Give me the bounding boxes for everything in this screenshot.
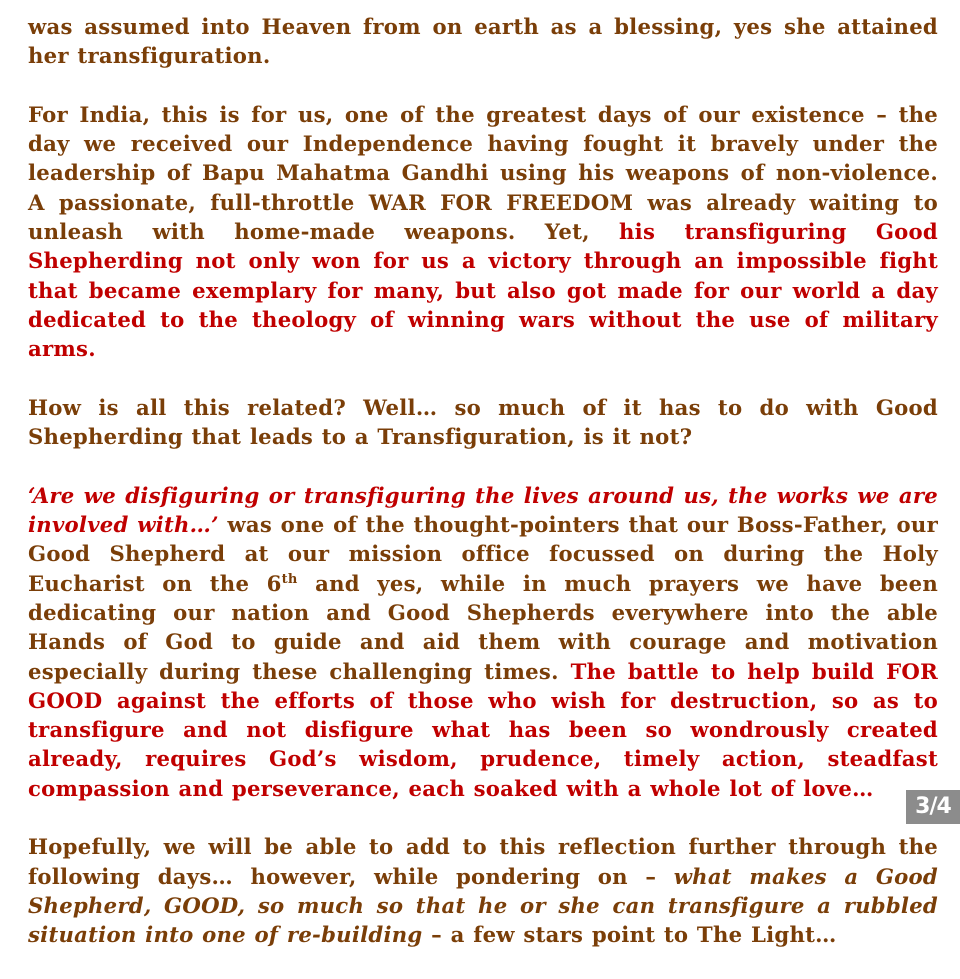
paragraph-2-highlight: his transfiguring Good Shepherding not only won for us a victory through an impossible fight that became exemplary for many, but also got made for our world a day dedicated to the theology of winning wars without the use of military arms. <box>28 219 938 362</box>
paragraph-4-quote: ‘Are we disfiguring or transfiguring the lives around us, the works we are involved with…’ <box>28 482 938 538</box>
paragraph-1 <box>28 12 938 71</box>
document-body <box>28 12 938 979</box>
paragraph-5 <box>28 832 938 949</box>
paragraph-4-highlight: The battle to help build FOR GOOD against the efforts of those who wish for destruction, so as to transfigure and not disfigure what has been so wondrously created already, requires God’s wisdom, prudence, timely action, steadfast compassion and perseverance, each soaked with a whole lot of love… <box>28 658 938 801</box>
paragraph-3 <box>28 393 938 452</box>
paragraph-2-text: For India, this is for us, one of the greatest days of our existence – the day we received our Independence having fought it bravely under the leadership of Bapu Mahatma Gandhi using his weapons of non-violence. A passionate, full-throttle WAR FOR FREEDOM was already waiting to unleash with home-made weapons. Yet, <box>28 101 938 245</box>
paragraph-5-text: Hopefully, we will be able to add to this reflection further through the following days… however, while pondering on – <box>28 834 938 889</box>
page-indicator-badge: 3/4 <box>906 790 960 824</box>
paragraph-4 <box>28 481 938 803</box>
paragraph-4-superscript: th <box>281 571 298 587</box>
paragraph-4-text-cont: and yes, while in much prayers we have been dedicating our nation and Good Shepherds everywhere into the able Hands of God to guide and aid them with courage and motivation especially during these challenging times. <box>28 570 938 684</box>
paragraph-3-text: How is all this related? Well… so much of it has to do with Good Shepherding that leads to a Transfiguration, is it not? <box>28 394 938 450</box>
paragraph-4-text: was one of the thought-pointers that our Boss-Father, our Good Shepherd at our mission office focussed on during the Holy Eucharist on the 6 <box>28 512 938 596</box>
paragraph-2 <box>28 100 938 364</box>
paragraph-5-end: – a few stars point to The Light… <box>422 922 837 948</box>
paragraph-5-italic: what makes a Good Shepherd, GOOD, so much so that he or she can transfigure a rubbled situation into one of re-building <box>28 863 938 948</box>
paragraph-1-text: was assumed into Heaven from on earth as a blessing, yes she attained her transfiguration. <box>28 14 938 69</box>
